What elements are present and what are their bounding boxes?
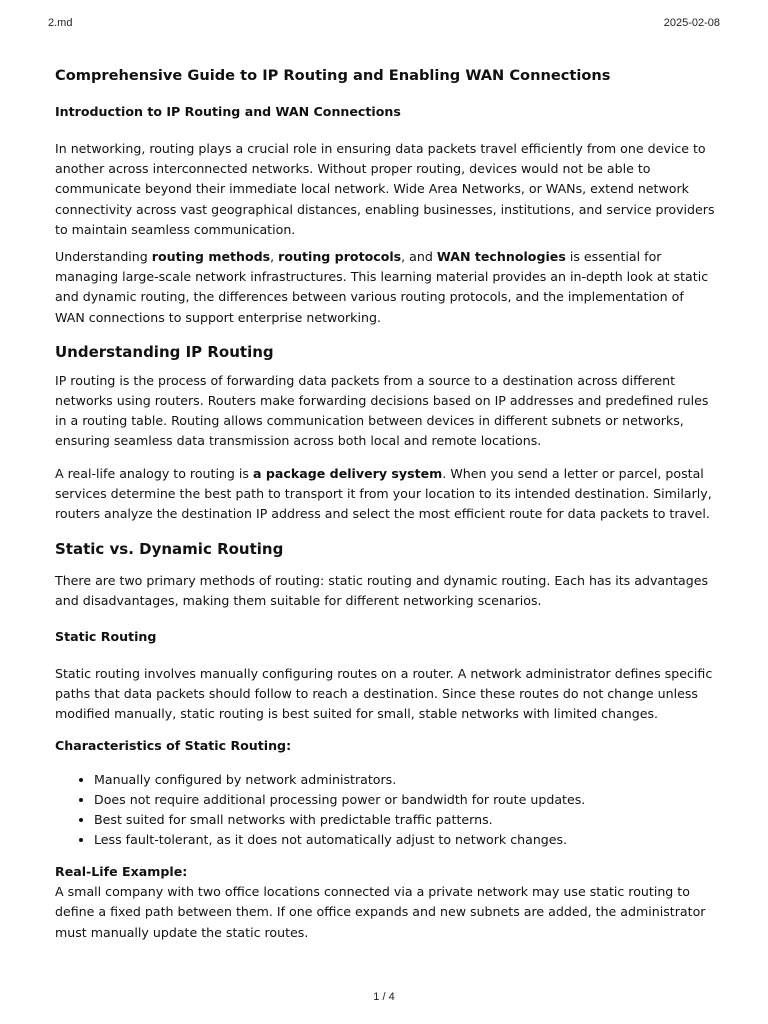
example-heading: Real-Life Example: — [55, 864, 188, 880]
page-number: 1 / 4 — [373, 991, 395, 1003]
intro-paragraph-1: In networking, routing plays a crucial role in ensuring data packets travel efficiently from one device to another across interconnected networks. Without proper routing, devices would not be able to communicate beyond their immediate local network. Wide Area Networks, or WANs, extend network connectivity across vast geographical distances, enabling businesses, institutions, and service providers to maintain seamless communication. — [55, 141, 715, 237]
bold-term: routing methods — [151, 249, 271, 265]
intro-heading: Introduction to IP Routing and WAN Connections — [55, 104, 401, 119]
example-paragraph: A small company with two office locations connected via a private network may use static routing to define a fixed path between them. If one office expands and new subnets are added, the administrator must manually update the static routes. — [55, 884, 706, 940]
section-heading-static-vs-dynamic: Static vs. Dynamic Routing — [55, 540, 284, 559]
print-date: 2025-02-08 — [663, 17, 720, 29]
list-item: • Less fault-tolerant, as it does not automatically adjust to network changes. — [94, 830, 717, 850]
list-item: • Best suited for small networks with predictable traffic patterns. — [94, 810, 717, 830]
bold-term: routing protocols — [278, 249, 402, 265]
ip-paragraph-2: A real-life analogy to routing is a package delivery system. When you send a letter or parcel, postal services determine the best path to transport it from your location to its intended destination. Similarly, routers analyze the destination IP address and select the most efficient route for data packets to travel. — [55, 465, 712, 522]
document-title: Comprehensive Guide to IP Routing and Enabling WAN Connections — [55, 67, 611, 84]
static-routing-heading: Static Routing — [55, 628, 157, 644]
ip-paragraph-1: IP routing is the process of forwarding data packets from a source to a destination across different networks using routers. Routers make forwarding decisions based on IP addresses and predefined rules in a routing table. Routing allows communication between devices in different subnets or networks, ensuring seamless data transmission across both local and remote locations. — [55, 372, 709, 449]
intro-paragraph-2: Understanding routing methods, routing protocols, and WAN technologies is essential for managing large-scale network infrastructures. This learning material provides an in-depth look at static and dynamic routing, the differences between various routing protocols, and the implementation of WAN connections to support enterprise networking. — [55, 249, 709, 325]
characteristics-heading: Characteristics of Static Routing: — [55, 738, 292, 754]
document-body — [55, 66, 717, 943]
list-item: • Does not require additional processing power or bandwidth for route updates. — [94, 790, 717, 810]
file-name: 2.md — [48, 17, 73, 29]
section-heading-ip-routing: Understanding IP Routing — [55, 342, 274, 361]
bold-term: a package delivery system — [253, 465, 443, 481]
list-item: • Manually configured by network administrators. — [94, 770, 717, 790]
bold-term: WAN technologies — [436, 249, 566, 265]
characteristics-list — [55, 770, 717, 850]
page-header — [48, 17, 720, 31]
static-routing-paragraph: Static routing involves manually configuring routes on a router. A network administrator defines specific paths that data packets should follow to reach a destination. Since these routes do not change unless modified manually, static routing is best suited for small, stable networks with limited changes. — [55, 665, 713, 722]
svd-paragraph: There are two primary methods of routing: static routing and dynamic routing. Each has its advantages and disadvantages, making them suitable for different networking scenarios. — [55, 573, 709, 609]
